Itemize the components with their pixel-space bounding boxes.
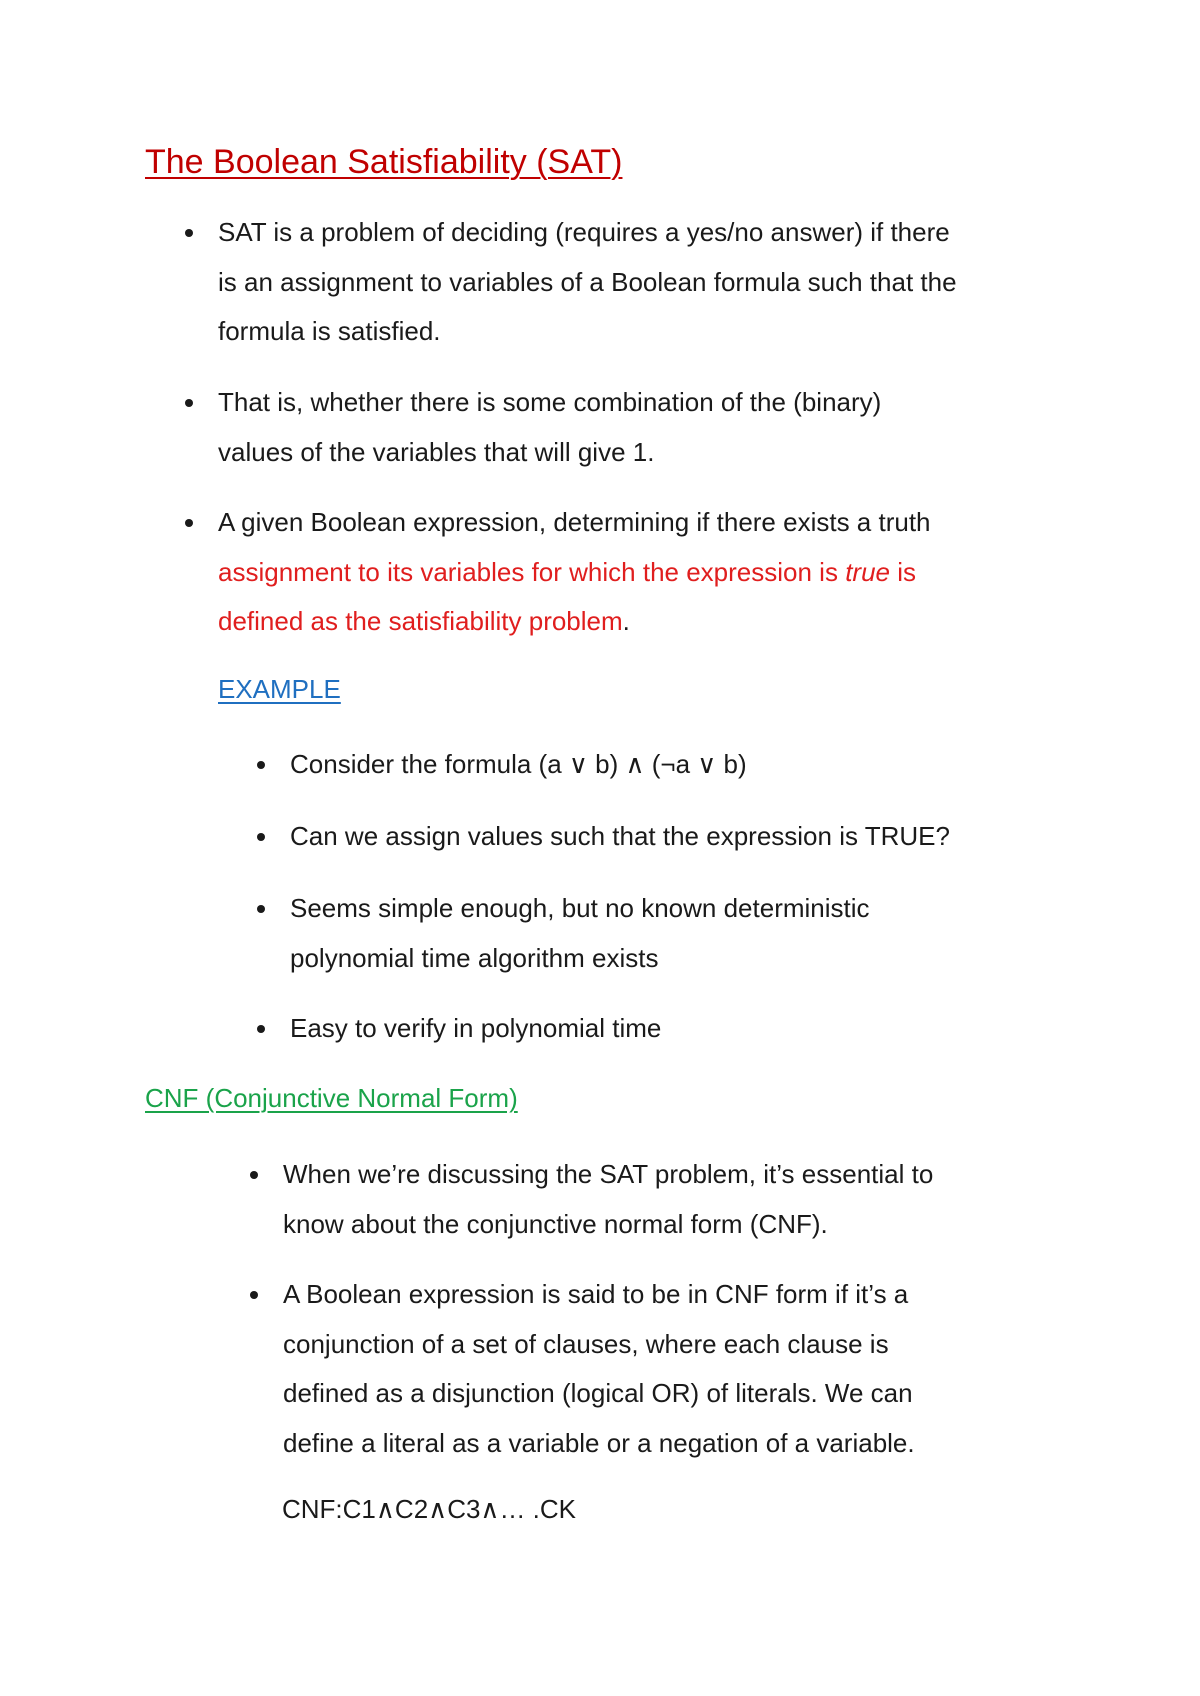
bullet-icon [257, 833, 265, 841]
list-item [218, 208, 1060, 357]
item-text: Seems simple enough, but no known deterministic polynomial time algorithm exists [290, 893, 870, 973]
list-item [218, 378, 1060, 477]
page-title: The Boolean Satisfiability (SAT) [145, 143, 623, 181]
bullet-icon [250, 1291, 258, 1299]
item-text: A Boolean expression is said to be in CNF form if it’s a conjunction of a set of clauses, where each clause is defined as a disjunction (logical OR) of literals. We can define a literal as a variable or a negation of a variable. [283, 1279, 915, 1458]
list-item [283, 1150, 1060, 1249]
item-text: SAT is a problem of deciding (requires a yes/no answer) if there is an assignment to variables of a Boolean formula such that the formula is satisfied. [218, 217, 957, 346]
list-item [290, 1004, 1060, 1054]
highlighted-text: assignment to its variables for which the expression is true is [218, 556, 916, 587]
list-item [283, 1270, 1060, 1468]
bullet-icon [185, 519, 193, 527]
cnf-formula: CNF:C1∧C2∧C3∧… .CK [282, 1494, 577, 1524]
bullet-icon [257, 761, 265, 769]
example-heading: EXAMPLE [218, 674, 341, 704]
list-item [290, 812, 1060, 862]
list-item [290, 740, 1060, 790]
list-item [290, 884, 1060, 983]
highlighted-text-end: defined as the satisfiability problem [218, 606, 623, 636]
item-text: When we’re discussing the SAT problem, it’s essential to know about the conjunctive normal form (CNF). [283, 1159, 934, 1239]
item-text: Can we assign values such that the expression is TRUE? [290, 821, 950, 851]
bullet-icon [185, 229, 193, 237]
item-text: Consider the formula (a ∨ b) ∧ (¬a ∨ b) [290, 749, 747, 779]
item-text: That is, whether there is some combination of the (binary) values of the variables that will give 1. [218, 387, 882, 467]
bullet-icon [257, 1025, 265, 1033]
list-item [218, 498, 1060, 647]
bullet-icon [185, 399, 193, 407]
item-text: Easy to verify in polynomial time [290, 1013, 662, 1043]
item-text: A given Boolean expression, determining if there exists a truth assignment to its variables for which the expression is true is defined as the satisfiability problem. [218, 507, 931, 636]
bullet-icon [257, 905, 265, 913]
cnf-heading: CNF (Conjunctive Normal Form) [145, 1083, 518, 1113]
bullet-icon [250, 1171, 258, 1179]
